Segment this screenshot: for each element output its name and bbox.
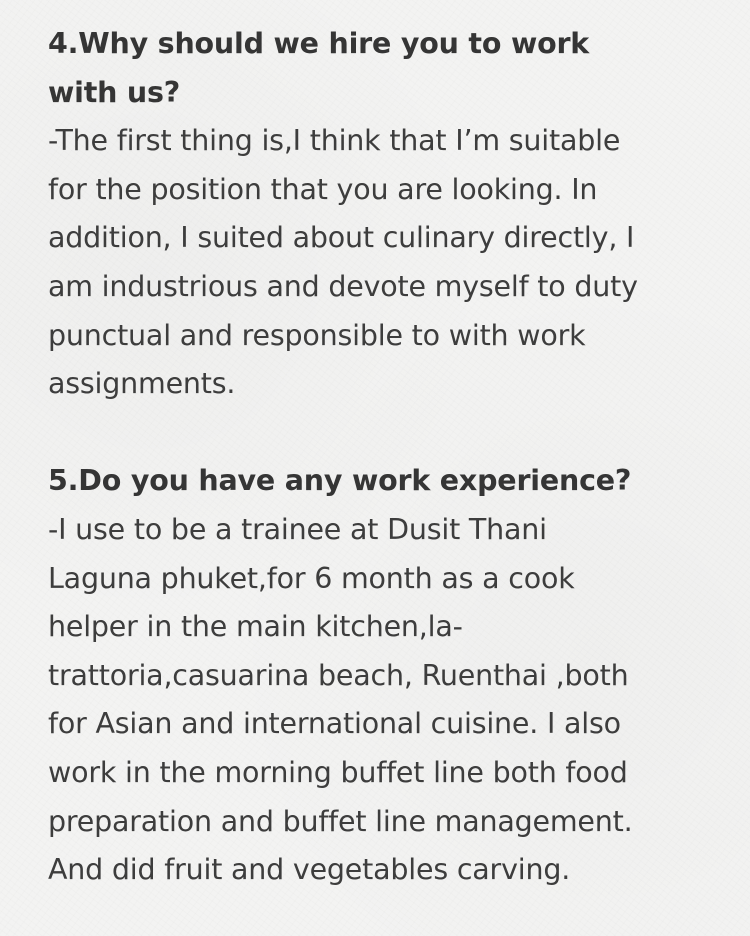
answer-line: for the position that you are looking. In bbox=[48, 172, 598, 206]
answer-line: trattoria,casuarina beach, Ruenthai ,both bbox=[48, 658, 629, 692]
question-4-section bbox=[48, 20, 708, 409]
answer-line: punctual and responsible to with work bbox=[48, 318, 586, 352]
heading-line: 4.Why should we hire you to work bbox=[48, 27, 590, 60]
heading-line: with us? bbox=[48, 75, 181, 109]
answer-line: helper in the main kitchen,la- bbox=[48, 610, 463, 644]
answer-line: Laguna phuket,for 6 month as a cook bbox=[48, 561, 575, 595]
answer-line: addition, I suited about culinary directly, I bbox=[48, 221, 635, 255]
answer-line: work in the morning buffet line both food bbox=[48, 755, 628, 789]
question-5-answer bbox=[48, 506, 708, 895]
question-5-section bbox=[48, 457, 708, 894]
question-4-heading bbox=[48, 20, 708, 117]
answer-line: -The first thing is,I think that I’m suitable bbox=[48, 124, 621, 158]
question-4-answer bbox=[48, 117, 708, 409]
answer-line: for Asian and international cuisine. I also bbox=[48, 707, 621, 741]
paragraph-gap bbox=[48, 409, 708, 458]
answer-line: am industrious and devote myself to duty bbox=[48, 269, 638, 303]
question-5-heading bbox=[48, 457, 708, 506]
answer-line: preparation and buffet line management. bbox=[48, 804, 633, 838]
note-document bbox=[48, 20, 708, 895]
answer-line: assignments. bbox=[48, 367, 236, 401]
answer-line: -I use to be a trainee at Dusit Thani bbox=[48, 512, 547, 546]
heading-line: 5.Do you have any work experience? bbox=[48, 464, 632, 498]
answer-line: And did fruit and vegetables carving. bbox=[48, 853, 571, 887]
